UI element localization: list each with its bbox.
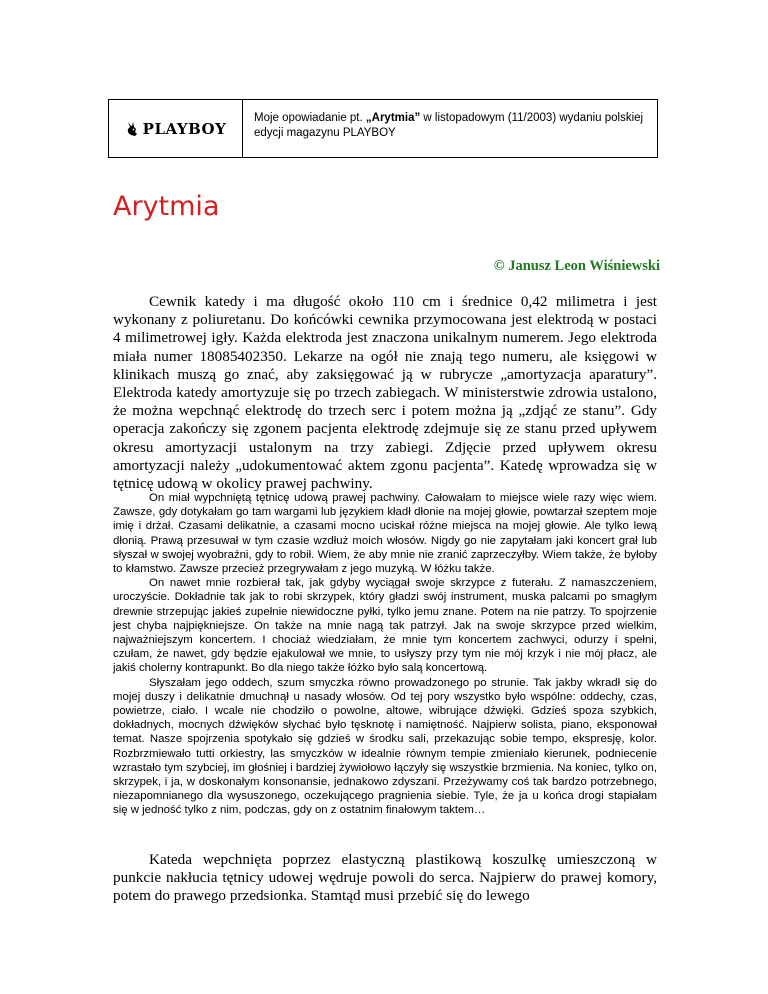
monologue-paragraph-3: Słyszałam jego oddech, szum smyczka równo prowadzonego po strunie. Tak jakby wkradł się do mojej duszy i delikatnie dmuchnął u nasady włosów. Od tej pory wszystko było wspólne: oddechy, czas, powietrze, ciało. I wcale nie chodziło o powolne, altowe, wibrujące dźwięki. Gdzieś spoza szybkich, dokładnych, mocnych dźwięków słychać było tęsknotę i namiętność. Najpierw solista, piano, eksponował temat. Nasze spojrzenia spotykało się gdzieś w środku sali, przekazując sobie tempo, ekspresję, kolor. Rozbrzmiewało tutti orkiestry, las smyczków w idealnie równym tempie zmieniało kierunek, podniecenie wzrastało tym szybciej, im głośniej i bardziej żywiołowo łączyły się wszystkie brzmienia. Na koniec, tylko on, skrzypek, i ja, w doskonałym konsonansie, jednakowo zdyszani. Przeżywamy coś tak bardzo potrzebnego, niezapomnianego dla wysuszonego, oczekującego pragnienia siebie. Tyle, że ja u końca drogi stapiałam się w jedność tylko z nim, podczas, gdy on z ostatnim finałowym taktem… xyxy=(113,676,657,817)
paragraph-1: Cewnik katedy i ma długość około 110 cm i średnice 0,42 milimetra i jest wykonany z poliuretanu. Do końcówki cewnika przymocowana jest elektrodą w postaci 4 milimetrowej igły. Każda elektroda jest znaczona unikalnym numerem. Jego elektroda miała numer 18085402350. Lekarze na ogół nie znają tego numeru, ale księgowi w klinikach muszą go znać, aby zaksięgować ją w rubrycze „amortyzacja aparatury”. Elektroda katedy amortyzuje się po trzech zabiegach. W ministerstwie zdrowia ustalono, że można wepchnąć elektrodę do trzech serc i potem można ją „zdjąć ze stanu”. Gdy operacja zakończy się zgonem pacjenta elektrodę zdejmuje się ze stanu przed upływem okresu amortyzacji ustalonym na trzy zabiegi. Zdjęcie przed upływem okresu amortyzacji należy „udokumentować aktem zgonu pacjenta”. Katedę wprowadza się w tętnicę udową w okolicy prawej pachwiny. xyxy=(113,293,657,493)
header-description xyxy=(243,100,657,157)
page-title: Arytmia xyxy=(113,191,220,222)
monologue-paragraph-1: On miał wypchniętą tętnicę udową prawej pachwiny. Całowałam to miejsce wiele razy więc wiem. Zawsze, gdy dotykałam go tam wargami lub językiem kładł dłonie na mojej głowie, powtarzał szeptem moje imię i drżał. Czasami delikatnie, a czasami mocno uciskał różne miejsca na mojej głowie. Ale tylko lewą dłonią. Prawą przesuwał w tym czasie wzdłuż moich włosów. Nigdy go nie zapytałam jaki koncert grał lub słyszał w swojej wyobraźni, gdy to robił. Wiem, że aby mnie nie zranić zaprzeczyłby. Wiem także, że byłoby to kłamstwo. Zawsze przecież przegrywałam z jego muzyką. W łóżku także. xyxy=(113,492,657,576)
header-box xyxy=(108,99,658,158)
bunny-icon xyxy=(125,121,139,137)
logo-text: PLAYBOY xyxy=(142,119,227,138)
logo-cell xyxy=(109,100,243,157)
paragraph-last: Kateda wepchnięta poprzez elastyczną plastikową koszulkę umieszczoną w punkcie nakłucia tętnicy udowej wędruje powoli do serca. Najpierw do prawej komory, potem do prawego przedsionka. Stamtąd musi przebić się do lewego xyxy=(113,851,657,905)
inner-monologue xyxy=(113,491,657,818)
monologue-paragraph-2: On nawet mnie rozbierał tak, jak gdyby wyciągał swoje skrzypce z futerału. Z namaszczeniem, uroczyście. Dokładnie tak jak to robi skrzypek, który gładzi swój instrument, muska palcami po smagłym drewnie strzepując jakieś zupełnie niewidoczne pyłki, tylko jemu znane. Potem na nie patrzy. To spojrzenie jest chyba najpiękniejsze. On także na mnie nagą tak patrzył. Jak na swoje skrzypce przed wielkim, najważniejszym koncertem. I chociaż wiedziałam, że mnie tym koncertem zachwyci, odurzy i spełni, czułam, że nawet, gdy będzie ejakulował we mnie, to usłyszy przy tym nie mój krzyk i nie mój płacz, ale jakiś cholerny kontrapunkt. Bo dla niego także łóżko było salą koncertową. xyxy=(113,577,657,675)
desc-suffix: w listopadowym (11/2003) wydaniu polskiej edycji magazynu PLAYBOY xyxy=(254,112,644,139)
desc-title: „Arytmia” xyxy=(365,112,421,124)
author-line: © Janusz Leon Wiśniewski xyxy=(493,258,660,274)
desc-prefix: Moje opowiadanie pt. xyxy=(254,112,366,124)
playboy-logo xyxy=(125,120,227,138)
